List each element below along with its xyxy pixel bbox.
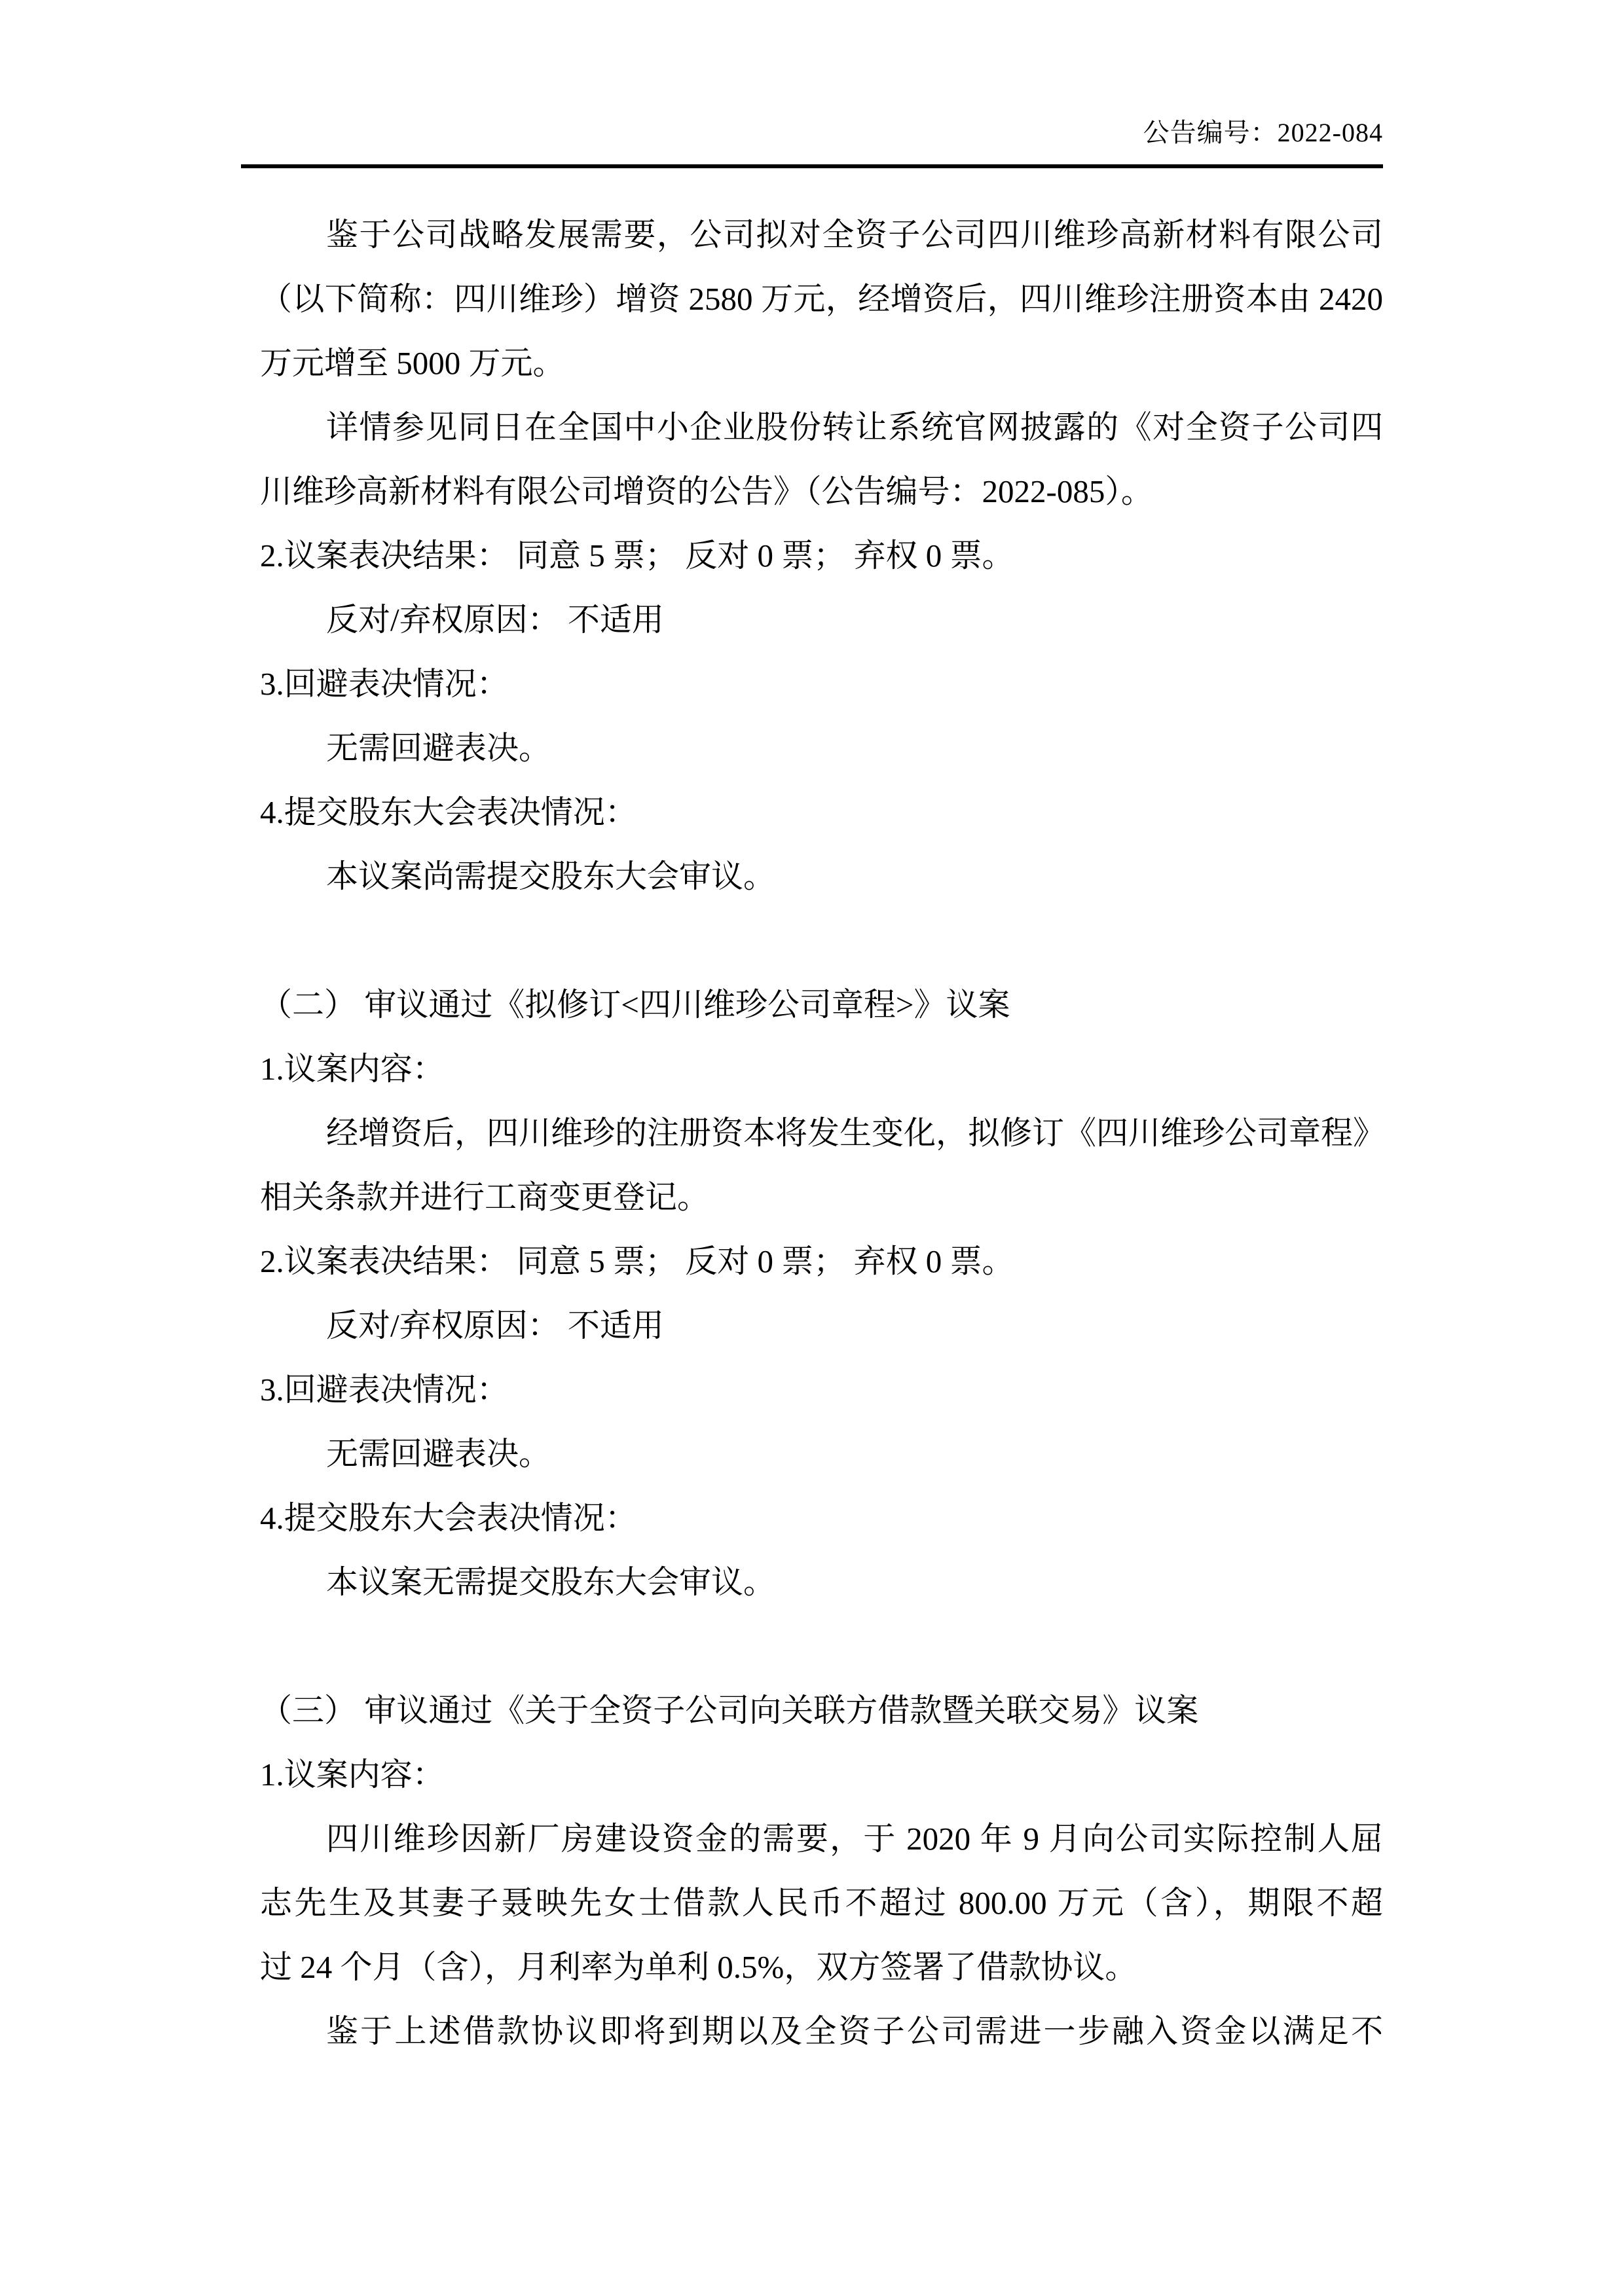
text-line: 1.议案内容： [260, 1757, 445, 1793]
text-line: 3.回避表决情况： [260, 666, 509, 702]
text-line: 四川维珍因新厂房建设资金的需要，于 2020 年 9 月向公司实际控制人屈 [326, 1821, 1383, 1857]
text-line: 本议案尚需提交股东大会审议。 [326, 858, 776, 894]
text-line: 1.议案内容： [260, 1051, 445, 1087]
text-line: （三） 审议通过《关于全资子公司向关联方借款暨关联交易》议案 [260, 1692, 1199, 1728]
text-line: 万元增至 5000 万元。 [260, 345, 565, 381]
text-line [260, 909, 1383, 973]
header-divider [241, 164, 1383, 168]
text-line: 无需回避表决。 [326, 1436, 551, 1472]
page-header [241, 113, 1383, 153]
text-line: 鉴于公司战略发展需要，公司拟对全资子公司四川维珍高新材料有限公司 [326, 217, 1383, 253]
text-line: 反对/弃权原因： 不适用 [326, 1307, 664, 1343]
text-line: 2.议案表决结果： 同意 5 票； 反对 0 票； 弃权 0 票。 [260, 538, 1014, 574]
text-line: 本议案无需提交股东大会审议。 [326, 1564, 776, 1600]
text-line: 4.提交股东大会表决情况： [260, 1500, 637, 1536]
text-line: 鉴于上述借款协议即将到期以及全资子公司需进一步融入资金以满足不 [326, 2013, 1383, 2049]
text-line: 详情参见同日在全国中小企业股份转让系统官网披露的《对全资子公司四 [326, 409, 1383, 445]
text-line: 无需回避表决。 [326, 730, 551, 766]
text-line: 2.议案表决结果： 同意 5 票； 反对 0 票； 弃权 0 票。 [260, 1243, 1014, 1279]
text-line: 川维珍高新材料有限公司增资的公告》（公告编号：2022-085）。 [260, 473, 1153, 509]
text-line: 经增资后，四川维珍的注册资本将发生变化，拟修订《四川维珍公司章程》 [326, 1115, 1386, 1151]
announcement-number: 公告编号：2022-084 [1143, 118, 1383, 147]
text-line: 相关条款并进行工商变更登记。 [260, 1179, 710, 1215]
text-line: （二） 审议通过《拟修订<四川维珍公司章程>》议案 [260, 987, 1010, 1023]
text-line [260, 1614, 1383, 1679]
text-line: 3.回避表决情况： [260, 1372, 509, 1408]
text-line: 过 24 个月（含），月利率为单利 0.5%，双方签署了借款协议。 [260, 1949, 1137, 1985]
text-line: （以下简称：四川维珍）增资 2580 万元，经增资后，四川维珍注册资本由 2420 [260, 281, 1383, 317]
text-line: 反对/弃权原因： 不适用 [326, 602, 664, 638]
text-line: 4.提交股东大会表决情况： [260, 794, 637, 830]
text-line: 志先生及其妻子聂映先女士借款人民币不超过 800.00 万元（含），期限不超 [260, 1885, 1383, 1921]
document-body [260, 203, 1386, 2064]
